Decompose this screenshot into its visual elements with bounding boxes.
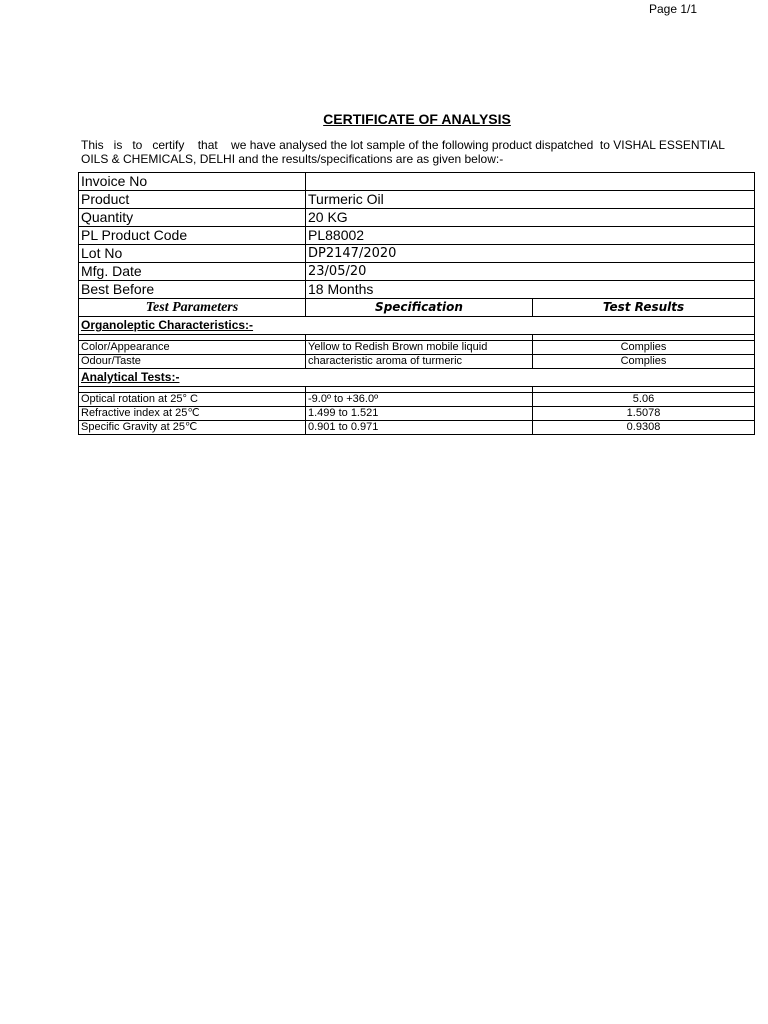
test-specification: 1.499 to 1.521 xyxy=(306,407,533,421)
info-label: Product xyxy=(79,191,306,209)
info-row-product-code xyxy=(79,227,755,245)
info-label: Quantity xyxy=(79,209,306,227)
info-label: Mfg. Date xyxy=(79,263,306,281)
test-parameter: Odour/Taste xyxy=(79,355,306,369)
test-result: 0.9308 xyxy=(533,421,755,435)
test-parameter: Specific Gravity at 25℃ xyxy=(79,421,306,435)
info-row-product xyxy=(79,191,755,209)
info-label: Invoice No xyxy=(79,173,306,191)
info-value: PL88002 xyxy=(306,227,755,245)
section-organoleptic xyxy=(79,317,755,335)
test-row xyxy=(79,341,755,355)
info-value: 23/05/20 xyxy=(306,263,755,281)
test-row xyxy=(79,393,755,407)
section-title: Organoleptic Characteristics:- xyxy=(79,317,755,335)
section-title: Analytical Tests:- xyxy=(79,369,755,387)
info-label: Lot No xyxy=(79,245,306,263)
section-analytical xyxy=(79,369,755,387)
page-number: Page 1/1 xyxy=(649,2,698,16)
info-row-invoice xyxy=(79,173,755,191)
test-parameter: Color/Appearance xyxy=(79,341,306,355)
info-value: 20 KG xyxy=(306,209,755,227)
certificate-title: CERTIFICATE OF ANALYSIS xyxy=(323,111,511,127)
info-row-quantity xyxy=(79,209,755,227)
intro-line-1: This is to certify that we have analysed the lot sample of the following product dispatched to VISHAL ESSENTIAL xyxy=(81,138,725,152)
test-result: 5.06 xyxy=(533,393,755,407)
test-row xyxy=(79,421,755,435)
info-label: PL Product Code xyxy=(79,227,306,245)
test-result: 1.5078 xyxy=(533,407,755,421)
test-row xyxy=(79,407,755,421)
header-test-parameters: Test Parameters xyxy=(79,299,306,317)
test-specification: characteristic aroma of turmeric xyxy=(306,355,533,369)
test-specification: -9.0º to +36.0º xyxy=(306,393,533,407)
info-row-mfg-date xyxy=(79,263,755,281)
test-header-row xyxy=(79,299,755,317)
info-value: DP2147/2020 xyxy=(306,245,755,263)
header-specification: Specification xyxy=(306,299,533,317)
info-row-lot xyxy=(79,245,755,263)
certificate-table xyxy=(78,172,755,435)
info-value: Turmeric Oil xyxy=(306,191,755,209)
test-parameter: Refractive index at 25℃ xyxy=(79,407,306,421)
info-row-best-before xyxy=(79,281,755,299)
info-label: Best Before xyxy=(79,281,306,299)
test-specification: Yellow to Redish Brown mobile liquid xyxy=(306,341,533,355)
test-parameter: Optical rotation at 25° C xyxy=(79,393,306,407)
header-test-results: Test Results xyxy=(533,299,755,317)
test-result: Complies xyxy=(533,355,755,369)
info-value xyxy=(306,173,755,191)
test-result: Complies xyxy=(533,341,755,355)
test-specification: 0.901 to 0.971 xyxy=(306,421,533,435)
test-row xyxy=(79,355,755,369)
info-value: 18 Months xyxy=(306,281,755,299)
intro-paragraph xyxy=(81,138,741,166)
intro-line-2: OILS & CHEMICALS, DELHI and the results/specifications are as given below:- xyxy=(81,152,504,166)
